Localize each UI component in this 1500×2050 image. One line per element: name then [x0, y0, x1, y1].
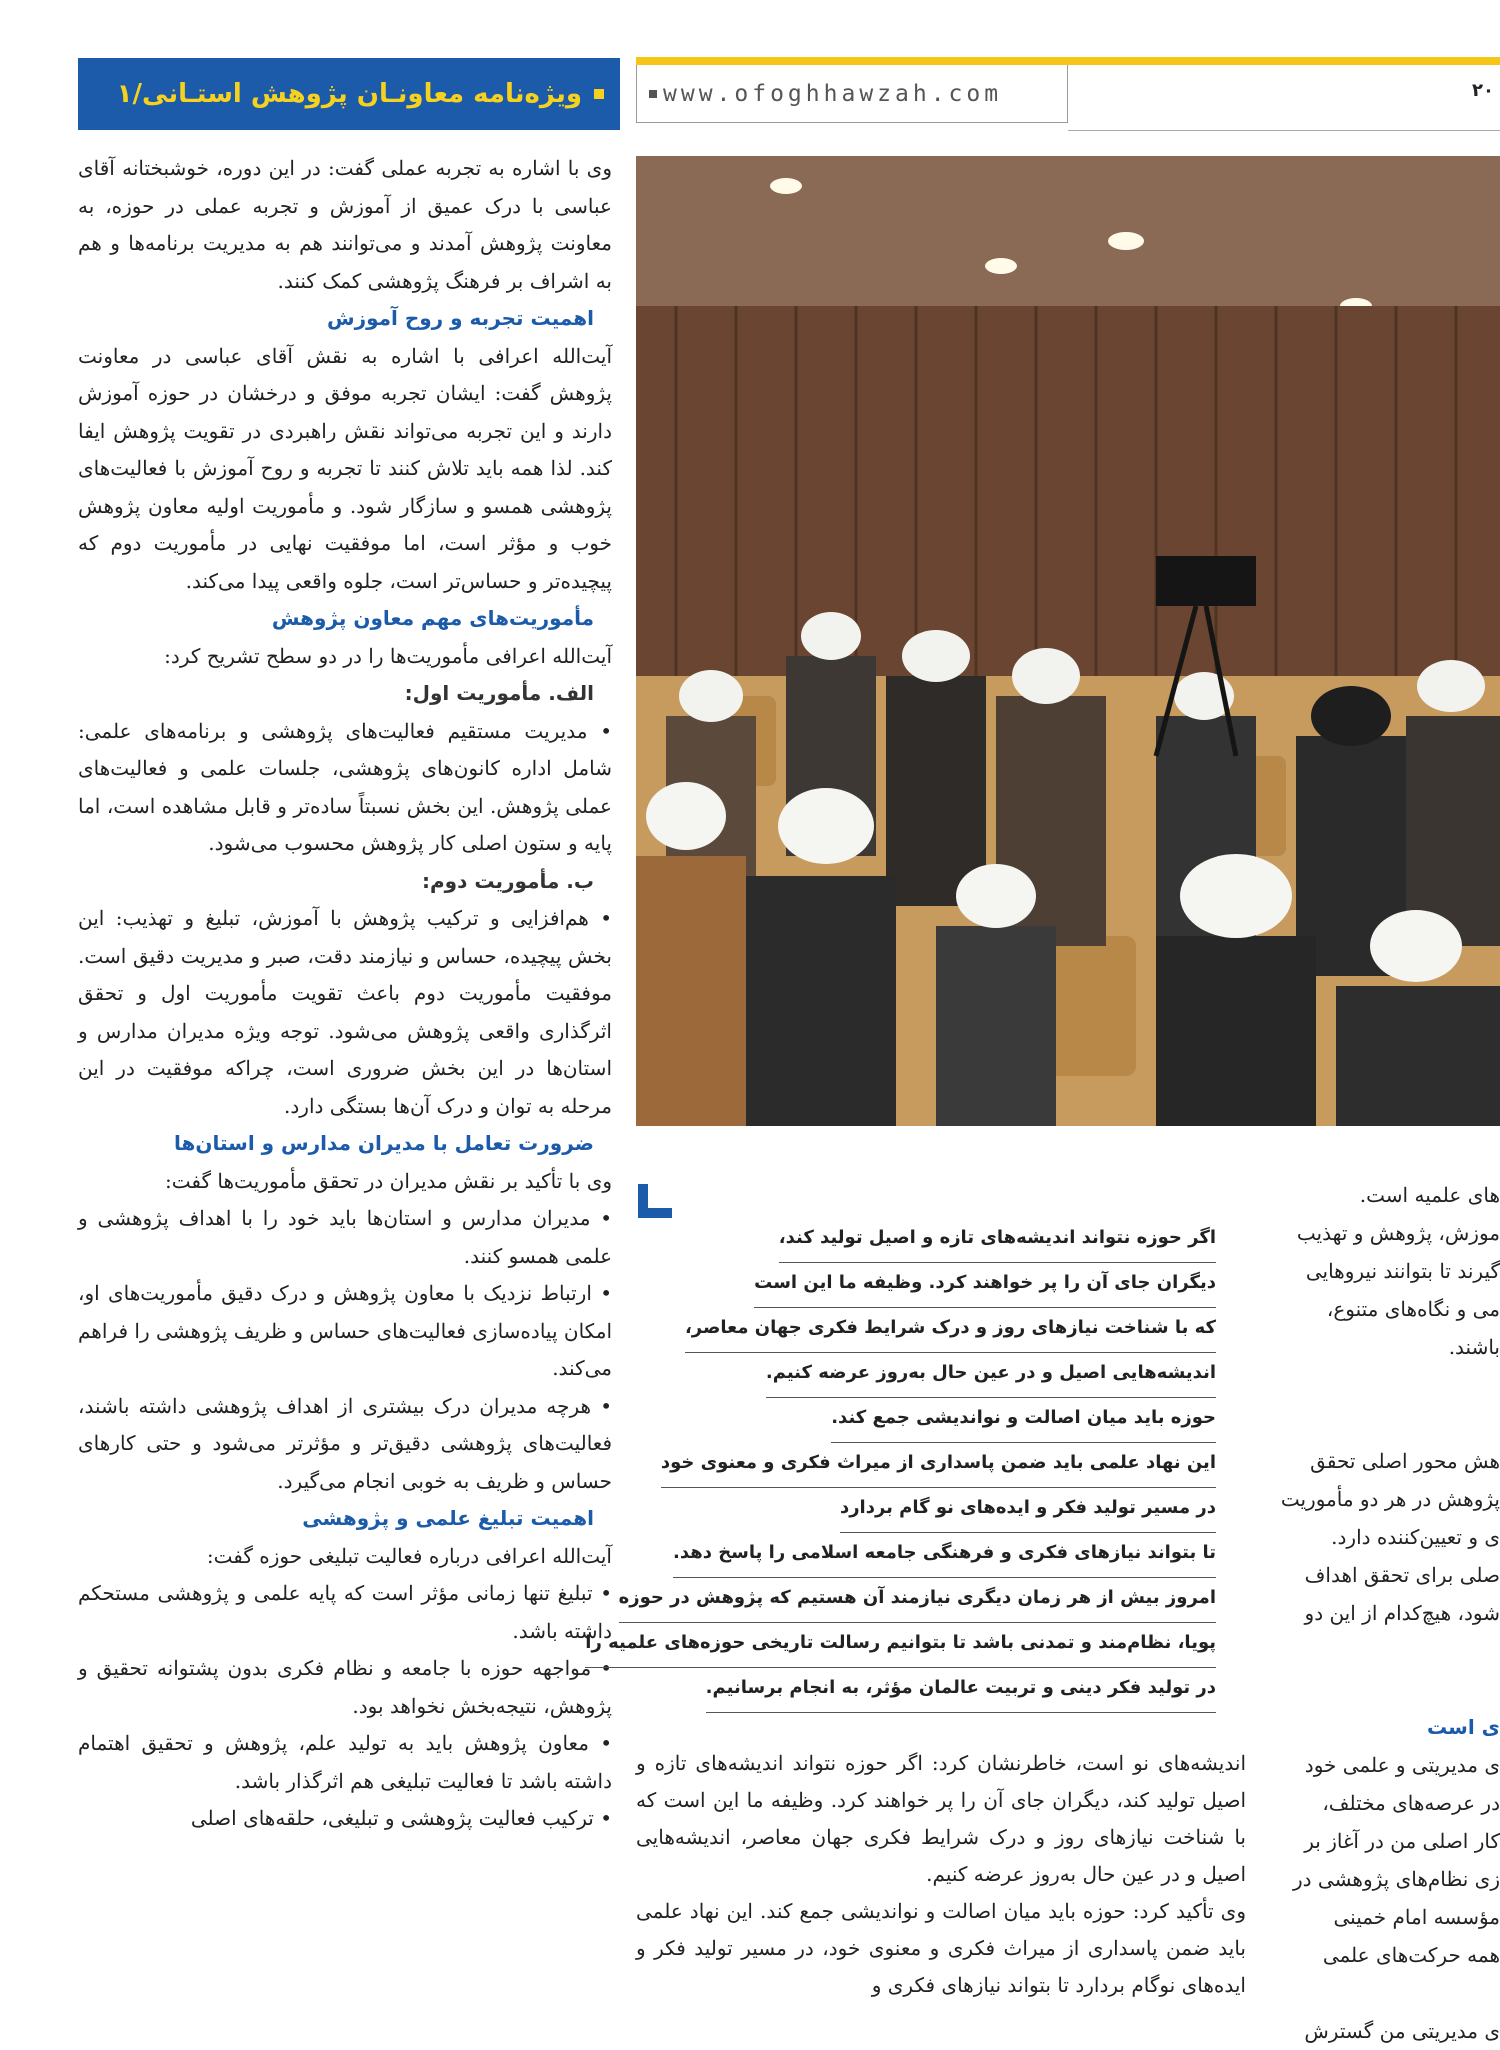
section-heading: ی است	[1427, 1715, 1500, 1739]
section-heading: اهمیت تبلیغ علمی و پژوهشی	[302, 1506, 594, 1530]
middle-article-column	[636, 1745, 1246, 2004]
section-banner	[78, 58, 620, 130]
header-rule	[1068, 130, 1500, 131]
text-line: می و نگاه‌های متنوع،	[1326, 1297, 1500, 1321]
text-line: های علمیه است.	[1359, 1183, 1500, 1207]
pull-quote-line: تا بتواند نیازهای فکری و فرهنگی جامعه اسلامی را پاسخ دهد.	[673, 1533, 1216, 1578]
spacer	[1278, 1670, 1500, 1708]
text-line: باشند.	[1448, 1335, 1500, 1359]
text-line: همه حرکت‌های علمی	[1322, 1943, 1500, 1967]
bullet-item: • تبلیغ تنها زمانی مؤثر است که پایه علمی و پژوهشی مستحکم داشته باشد.	[78, 1581, 612, 1643]
bullet-item: • ارتباط نزدیک با معاون پژوهش و درک دقیق مأموریت‌های او، امکان پیاده‌سازی فعالیت‌های حساس و ظریف پژوهشی را فراهم می‌کند.	[78, 1281, 612, 1380]
bullet-item: • مواجهه حوزه با جامعه و نظام فکری بدون پشتوانه تحقیق و پژوهش، نتیجه‌بخش نخواهد بود.	[78, 1656, 612, 1718]
paragraph: وی تأکید کرد: حوزه باید میان اصالت و نواندیشی جمع کند. این نهاد علمی باید ضمن پاسداری از میراث فکری و معنوی خود، در مسیر تولید فکر و ایده‌های نوگام بردارد تا بتواند نیازهای فکری و	[636, 1899, 1246, 1997]
paragraph: • مدیریت مستقیم فعالیت‌های پژوهشی و برنامه‌های علمی: شامل اداره کانون‌های پژوهشی، جلسات علمی و فعالیت‌های عملی پژوهش. این بخش نسبتاً ساده‌تر و قابل مشاهده است، اما پایه و ستون اصلی کار پژوهش محسوب می‌شود.	[78, 718, 612, 855]
section-heading: ضرورت تعامل با مدیران مدارس و استان‌ها	[174, 1131, 594, 1155]
text-line: ی مدیریتی من گسترش	[1304, 2019, 1500, 2043]
paragraph: • هم‌افزایی و ترکیب پژوهش با آموزش، تبلیغ و تهذیب: این بخش پیچیده، حساس و نیازمند دقت، صبر و مدیریت دقیق است. موفقیت مأموریت دوم باعث تقویت مأموریت اول و تحقق اثرگذاری واقعی پژوهش می‌شود. توجه ویژه مدیران مدارس و استان‌ها در این بخش ضروری است، چراکه موفقیت در این مرحله به توان و درک آن‌ها بستگی دارد.	[78, 906, 612, 1118]
subheading: الف. مأموریت اول:	[404, 681, 594, 705]
site-url[interactable]: www.ofoghhawzah.com	[663, 80, 1003, 107]
text-line: موزش، پژوهش و تهذیب	[1296, 1221, 1500, 1245]
pull-quote-line: دیگران جای آن را پر خواهند کرد. وظیفه ما این است	[754, 1263, 1216, 1308]
bullet-item: • معاون پژوهش باید به تولید علم، پژوهش و تحقیق اهتمام داشته باشد تا فعالیت تبلیغی هم اثرگذار باشد.	[78, 1731, 612, 1793]
bullet-square-icon	[594, 89, 604, 99]
paragraph: آیت‌الله اعرافی درباره فعالیت تبلیغی حوزه گفت:	[206, 1543, 612, 1568]
header-accent-line	[636, 57, 1500, 65]
section-heading: اهمیت تجربه و روح آموزش	[326, 306, 594, 330]
pull-quote-line: اگر حوزه نتواند اندیشه‌های تازه و اصیل تولید کند،	[779, 1218, 1216, 1263]
spacer	[1278, 1974, 1500, 2012]
pull-quote-line: این نهاد علمی باید ضمن پاسداری از میراث فکری و معنوی خود	[661, 1443, 1216, 1488]
text-line: هش محور اصلی تحقق	[1310, 1449, 1500, 1473]
text-line: کار اصلی من در آغاز بر	[1304, 1829, 1500, 1853]
banner-title: ویژه‌نامه معاونـان پژوهش استـانی/۱	[116, 79, 582, 109]
section-heading: مأموریت‌های مهم معاون پژوهش	[271, 606, 594, 630]
text-line: شود، هیچ‌کدام از این دو	[1304, 1601, 1500, 1625]
text-line: مؤسسه امام خمینی	[1333, 1905, 1500, 1929]
paragraph: آیت‌الله اعرافی با اشاره به نقش آقای عباسی در معاونت پژوهش گفت: ایشان تجربه موفق و درخشان در حوزه آموزش دارند و این تجربه می‌تواند نقش راهبردی در تقویت پژوهش ایفا کند. لذا همه باید تلاش کنند تا تجربه و روح آموزش با فعالیت‌های پژوهشی همسو و سازگار شود. و مأموریت اولیه معاون پژوهش خوب و مؤثر است، اما موفقیت نهایی در مأموریت دوم که پیچیده‌تر و حساس‌تر است، جلوه واقعی پیدا می‌کند.	[78, 343, 612, 593]
photo-icon	[636, 156, 1500, 1126]
paragraph: آیت‌الله اعرافی مأموریت‌ها را در دو سطح تشریح کرد:	[164, 643, 612, 668]
paragraph: وی با اشاره به تجربه عملی گفت: در این دوره، خوشبختانه آقای عباسی با درک عمیق از آموزش و تجربه عملی در حوزه، به معاونت پژوهش آمدند و می‌توانند هم به مدیریت برنامه‌ها و هم به اشراف بر فرهنگ پژوهشی کمک کنند.	[78, 156, 612, 293]
pull-quote-line: در مسیر تولید فکر و ایده‌های نو گام بردارد	[840, 1488, 1216, 1533]
site-url-box[interactable]	[636, 65, 1068, 123]
bullet-item: • مدیران مدارس و استان‌ها باید خود را با اهداف پژوهشی و علمی همسو کنند.	[78, 1206, 612, 1268]
pull-quote-line: امروز بیش از هر زمان دیگری نیازمند آن هستیم که پژوهش در حوزه	[619, 1578, 1216, 1623]
text-line: صلی برای تحقق اهداف	[1304, 1563, 1500, 1587]
text-line: گیرند تا بتوانند نیروهایی	[1305, 1259, 1500, 1283]
left-article-column	[78, 150, 612, 1838]
paragraph: اندیشه‌های نو است، خاطرنشان کرد: اگر حوزه نتواند اندیشه‌های تازه و اصیل تولید کند، دیگران جای آن را پر خواهند کرد. وظیفه ما این است که با شناخت نیازهای روز و درک شرایط فکری جهان معاصر، اندیشه‌هایی اصیل و در عین حال به‌روز عرضه کنیم.	[636, 1751, 1246, 1886]
pull-quote-line: در تولید فکر دینی و تربیت عالمان مؤثر، به انجام برسانیم.	[706, 1668, 1216, 1713]
paragraph: وی با تأکید بر نقش مدیران در تحقق مأموریت‌ها گفت:	[165, 1168, 612, 1193]
pull-quote-line: که با شناخت نیازهای روز و درک شرایط فکری جهان معاصر،	[685, 1308, 1216, 1353]
quote-mark-icon	[638, 1184, 672, 1218]
spacer	[1278, 1366, 1500, 1404]
right-article-column	[1278, 1176, 1500, 2050]
bullet-square-icon	[649, 90, 657, 98]
conference-photo	[636, 156, 1500, 1126]
text-line: زی نظام‌های پژوهشی در	[1292, 1867, 1500, 1891]
text-line: ی مدیریتی و علمی خود	[1304, 1753, 1500, 1777]
bullet-item: • ترکیب فعالیت پژوهشی و تبلیغی، حلقه‌های اصلی	[190, 1806, 612, 1830]
spacer	[1278, 1632, 1500, 1670]
bullet-item: • هرچه مدیران درک بیشتری از اهداف پژوهشی داشته باشند، فعالیت‌های پژوهشی دقیق‌تر و مؤثرتر می‌شود و حتی کارهای حساس و ظریف به خوبی انجام می‌گیرد.	[78, 1393, 612, 1493]
text-line: در عرصه‌های مختلف،	[1322, 1791, 1500, 1815]
pull-quote-line: اندیشه‌هایی اصیل و در عین حال به‌روز عرضه کنیم.	[766, 1353, 1216, 1398]
pull-quote-line: پویا، نظام‌مند و تمدنی باشد تا بتوانیم رسالت تاریخی حوزه‌های علمیه را	[585, 1623, 1216, 1668]
spacer	[1278, 1404, 1500, 1442]
text-line: پژوهش در هر دو مأموریت	[1280, 1487, 1500, 1511]
pull-quote	[585, 1218, 1216, 1713]
page-number: ۲۰	[1472, 80, 1494, 101]
subheading: ب. مأموریت دوم:	[422, 868, 594, 893]
pull-quote-line: حوزه باید میان اصالت و نواندیشی جمع کند.	[831, 1398, 1216, 1443]
text-line: ی و تعیین‌کننده دارد.	[1331, 1525, 1500, 1549]
